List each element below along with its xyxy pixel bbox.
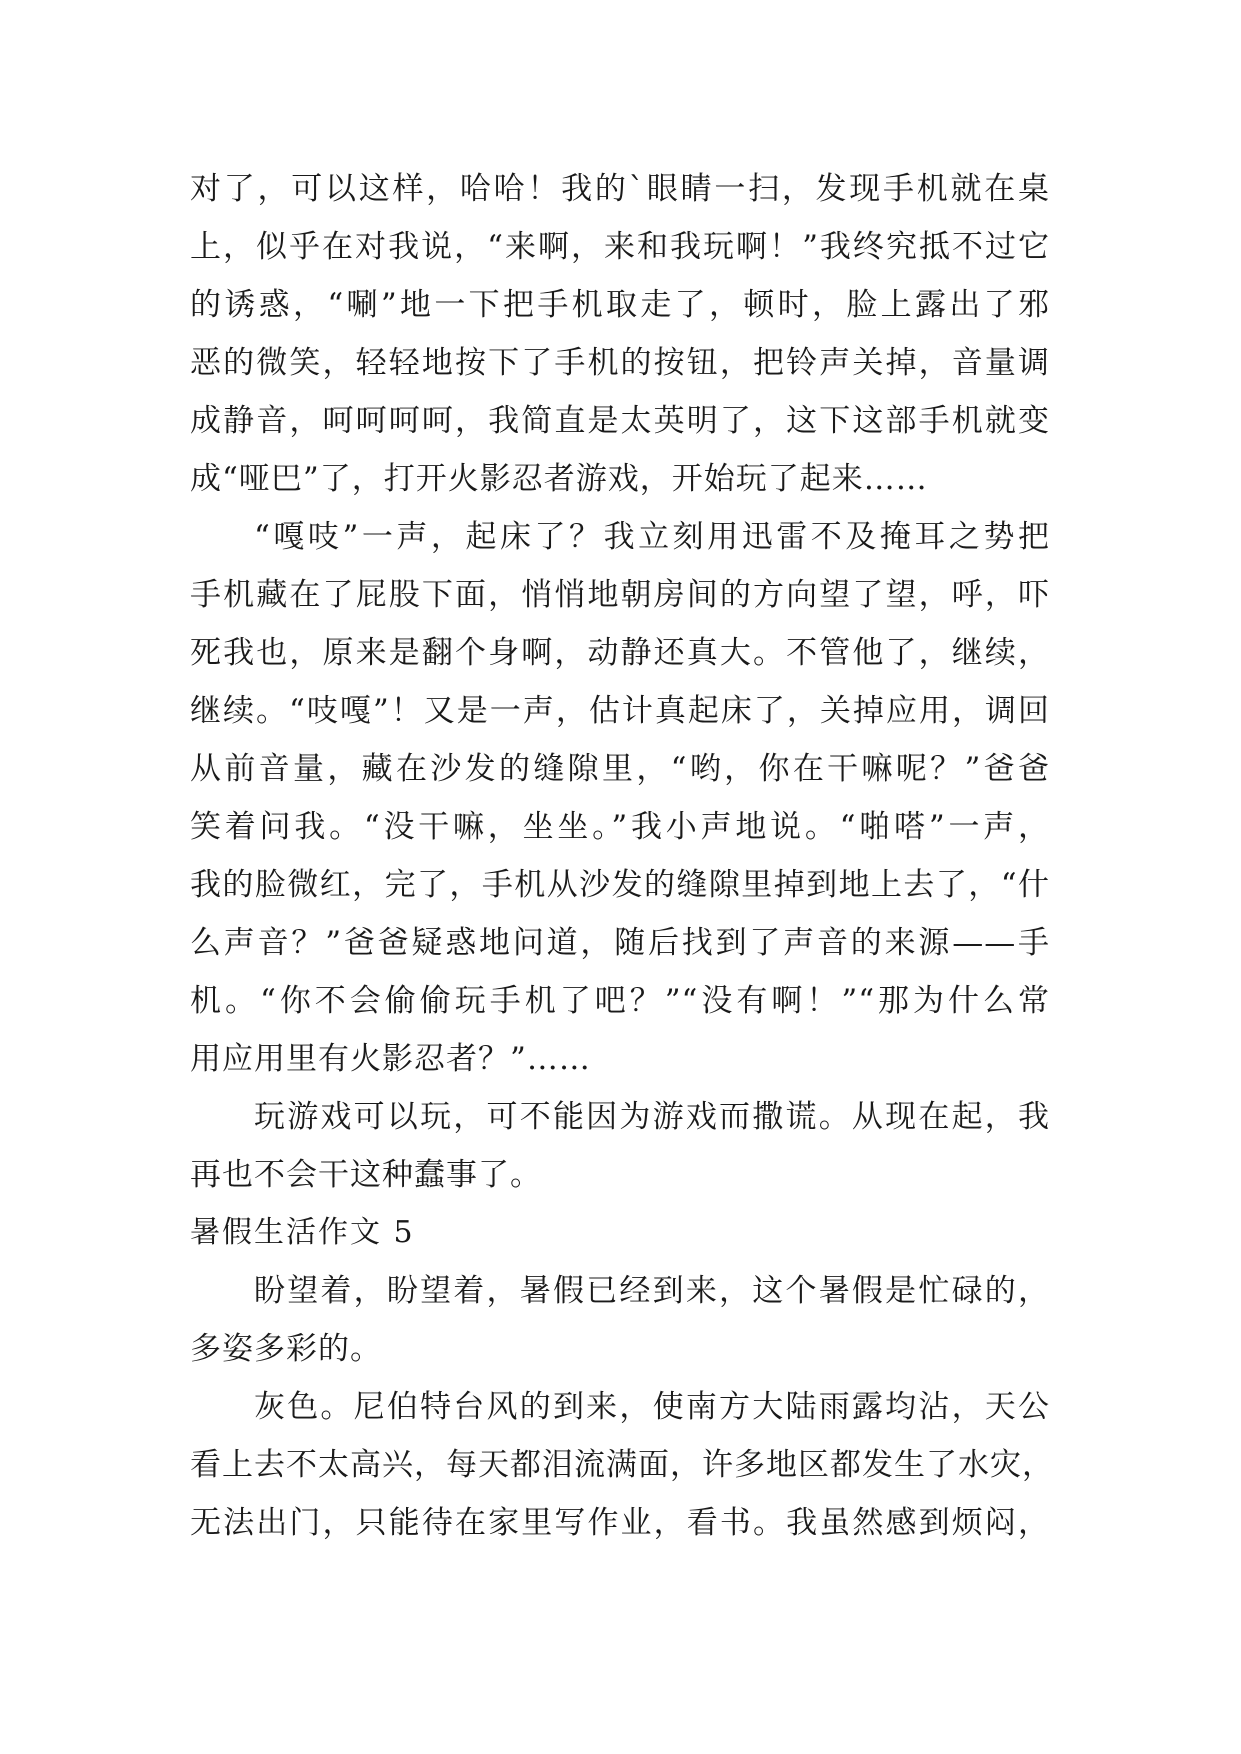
- section-heading: 暑假生活作文 5: [190, 1215, 415, 1250]
- text-line: “嘎吱”一声，起床了？我立刻用迅雷不及掩耳之势把: [254, 519, 1050, 555]
- text-line: 无法出门，只能待在家里写作业，看书。我虽然感到烦闷，: [190, 1505, 1050, 1541]
- text-line: 多姿多彩的。: [190, 1331, 382, 1367]
- text-line: 继续。“吱嘎”！又是一声，估计真起床了，关掉应用，调回: [190, 693, 1050, 729]
- text-line: 再也不会干这种蠢事了。: [190, 1157, 542, 1193]
- text-line: 从前音量，藏在沙发的缝隙里，“哟，你在干嘛呢？”爸爸: [190, 751, 1050, 787]
- text-line: 盼望着，盼望着，暑假已经到来，这个暑假是忙碌的，: [254, 1273, 1050, 1309]
- text-line: 灰色。尼伯特台风的到来，使南方大陆雨露均沾，天公: [254, 1389, 1050, 1425]
- text-line: 用应用里有火影忍者？”……: [190, 1041, 591, 1077]
- text-line: 对了，可以这样，哈哈！我的`眼睛一扫，发现手机就在桌: [190, 171, 1050, 207]
- text-line: 的诱惑，“唰”地一下把手机取走了，顿时，脸上露出了邪: [190, 287, 1050, 323]
- text-line: 看上去不太高兴，每天都泪流满面，许多地区都发生了水灾，: [190, 1447, 1054, 1483]
- text-line: 成静音，呵呵呵呵，我简直是太英明了，这下这部手机就变: [190, 403, 1050, 439]
- text-line: 笑着问我。“没干嘛，坐坐。”我小声地说。“啪嗒”一声，: [190, 809, 1050, 845]
- text-line: 我的脸微红，完了，手机从沙发的缝隙里掉到地上去了，“什: [190, 867, 1050, 903]
- text-line: 玩游戏可以玩，可不能因为游戏而撒谎。从现在起，我: [254, 1099, 1050, 1135]
- document-body: [190, 160, 1054, 1552]
- text-line: 么声音？”爸爸疑惑地问道，随后找到了声音的来源——手: [190, 925, 1050, 961]
- text-line: 手机藏在了屁股下面，悄悄地朝房间的方向望了望，呼，吓: [190, 577, 1050, 613]
- text-line: 机。“你不会偷偷玩手机了吧？”“没有啊！”“那为什么常: [190, 983, 1050, 1019]
- text-line: 死我也，原来是翻个身啊，动静还真大。不管他了，继续，: [190, 635, 1050, 671]
- text-line: 成“哑巴”了，打开火影忍者游戏，开始玩了起来……: [190, 461, 928, 497]
- text-line: 上，似乎在对我说，“来啊，来和我玩啊！”我终究抵不过它: [190, 229, 1050, 265]
- text-line: 恶的微笑，轻轻地按下了手机的按钮，把铃声关掉，音量调: [190, 345, 1050, 381]
